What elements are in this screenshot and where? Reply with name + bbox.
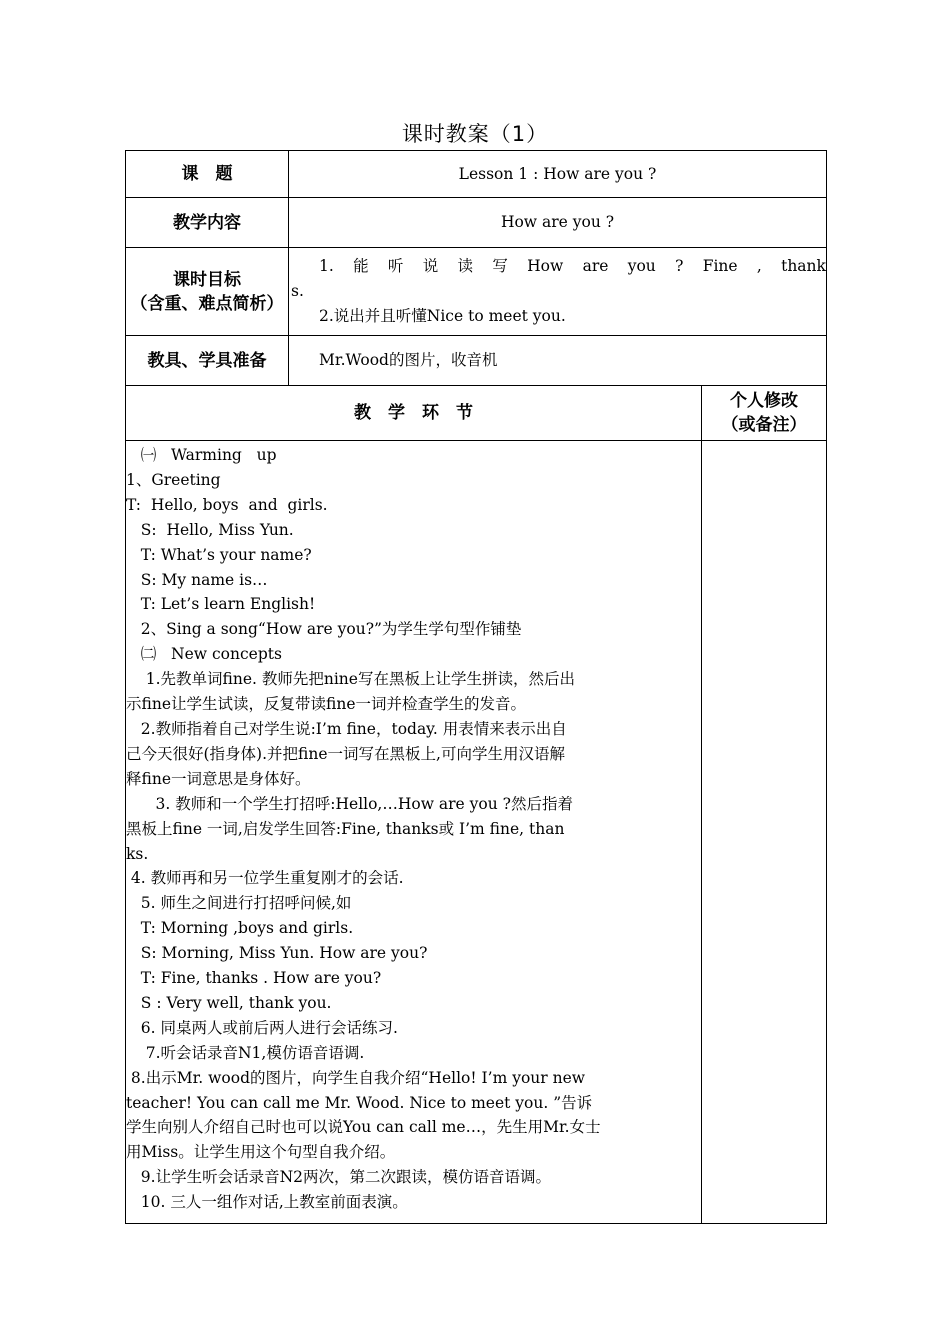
content-value: How are you ?	[289, 198, 827, 248]
goal-token: thank	[781, 257, 826, 275]
document-title: 课时教案（1）	[401, 122, 549, 146]
step-line: ㈠ Warming up	[126, 446, 277, 464]
topic-row	[126, 151, 827, 198]
step-line: 学生向别人介绍自己时也可以说You can call me…，先生用Mr.女士	[126, 1118, 601, 1137]
step-line: 己今天很好(指身体).并把fine一词写在黑板上,可向学生用汉语解	[126, 744, 565, 763]
step-line: 6. 同桌两人或前后两人进行会话练习.	[126, 1018, 398, 1037]
step-line: 3. 教师和一个学生打招呼:Hello,…How are you ?然后指着	[126, 794, 573, 813]
notes-header-line2: （或备注）	[721, 415, 807, 435]
step-line: 7.听会话录音N1,模仿语音语调.	[126, 1043, 365, 1062]
goal-token: 写	[492, 257, 508, 275]
prep-row	[126, 336, 827, 386]
goal-token: are	[582, 257, 609, 275]
step-line: 4. 教师再和另一位学生重复刚才的会话.	[126, 869, 404, 888]
teaching-steps-header: 教 学 环 节	[126, 386, 702, 441]
step-line: S: Hello, Miss Yun.	[126, 520, 294, 539]
step-line: S: Morning, Miss Yun. How are you?	[126, 944, 428, 963]
step-line: 用Miss。让学生用这个句型自我介绍。	[126, 1143, 396, 1162]
goal-token: 听	[387, 257, 404, 275]
topic-label: 课 题	[126, 151, 289, 198]
goal-token: 读	[457, 257, 474, 275]
step-line: 2.教师指着自己对学生说:I’m fine，today. 用表情来表示出自	[126, 719, 567, 738]
step-line: ks.	[126, 844, 149, 863]
goal-line-2: 2.说出并且听懂Nice to meet you.	[319, 307, 566, 325]
step-line: 2、Sing a song“How are you?”为学生学句型作铺垫	[126, 620, 522, 639]
goal-line-1	[289, 254, 826, 279]
step-line: T: What’s your name?	[126, 545, 312, 564]
goal-token: Fine	[702, 257, 738, 275]
topic-value: Lesson 1 : How are you ?	[289, 151, 827, 198]
goal-token: ,	[756, 257, 762, 275]
goal-token: 1.	[319, 257, 334, 275]
lesson-plan-table	[125, 150, 827, 1224]
step-line: 10. 三人一组作对话,上教室前面表演。	[126, 1193, 408, 1212]
step-line: T: Fine, thanks . How are you?	[126, 969, 382, 988]
goal-token: you	[627, 257, 656, 275]
goals-value	[289, 248, 827, 336]
goal-token: 说	[422, 257, 439, 275]
goal-line-1-wrap: s.	[291, 282, 304, 300]
goals-label-line2: （含重、难点简析）	[130, 293, 284, 314]
section-header-row	[126, 386, 827, 441]
teaching-steps-body	[126, 441, 702, 1224]
prep-label: 教具、学具准备	[126, 336, 289, 386]
step-line: T: Hello, boys and girls.	[126, 495, 328, 514]
content-row	[126, 198, 827, 248]
step-line: S : Very well, thank you.	[126, 993, 332, 1012]
step-line: 1.先教单词fine. 教师先把nine写在黑板上让学生拼读，然后出	[126, 670, 575, 689]
step-line: S: My name is…	[126, 570, 268, 589]
step-line: T: Let’s learn English!	[126, 595, 316, 614]
prep-value: Mr.Wood的图片，收音机	[289, 336, 827, 386]
goal-token: ?	[675, 257, 684, 275]
content-label: 教学内容	[126, 198, 289, 248]
steps-list	[126, 443, 701, 1215]
step-line: 释fine一词意思是身体好。	[126, 769, 311, 788]
step-line: 5. 师生之间进行打招呼问候,如	[126, 894, 352, 913]
goals-label-line1: 课时目标	[173, 269, 241, 290]
notes-header	[702, 386, 827, 441]
notes-body	[702, 441, 827, 1224]
step-line: teacher! You can call me Mr. Wood. Nice to meet you. ”告诉	[126, 1093, 593, 1112]
goal-token: How	[527, 257, 564, 275]
step-line: 9.让学生听会话录音N2两次，第二次跟读，模仿语音语调。	[126, 1168, 551, 1187]
notes-header-line1: 个人修改	[730, 391, 798, 411]
step-line: T: Morning ,boys and girls.	[126, 919, 354, 938]
goals-row	[126, 248, 827, 336]
step-line: 黑板上fine 一词,启发学生回答:Fine, thanks或 I’m fine, than	[126, 819, 565, 838]
step-line: 1、Greeting	[126, 470, 221, 489]
goals-label	[126, 248, 289, 336]
step-line: 示fine让学生试读，反复带读fine一词并检查学生的发音。	[126, 695, 526, 714]
step-line: ㈡ New concepts	[126, 645, 282, 664]
step-line: 8.出示Mr. wood的图片，向学生自我介绍“Hello! I’m your new	[126, 1068, 586, 1087]
goal-token: 能	[353, 257, 369, 275]
steps-row	[126, 441, 827, 1224]
